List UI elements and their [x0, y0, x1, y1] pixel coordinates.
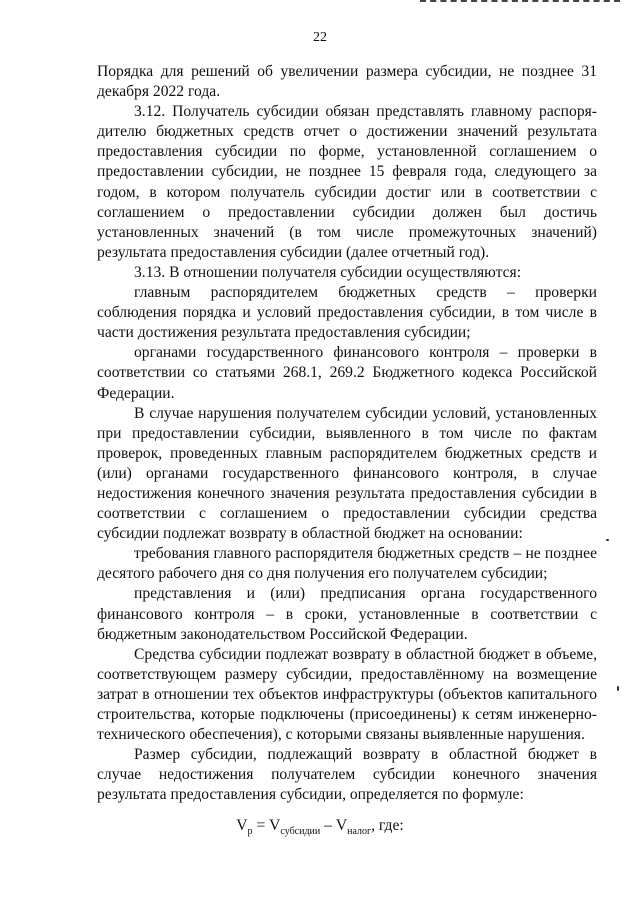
paragraph-continuation: Порядка для решений об увеличении размера субсидии, не позднее 31 декабря 2022 года.: [97, 63, 597, 101]
paragraph-formula-intro: Размер субсидии, подлежащий возврату в областной бюджет в случае недостижения получателем субсидии конечного значения результата предоставления субсидии, определяется по формуле:: [97, 746, 597, 804]
formula-equals: =: [252, 817, 270, 834]
paragraph-main-distributor-checks: главным распорядителем бюджетных средств – проверки соблюдения порядка и условий предоставления субсидии, в том числе в части достижения результата предоставления субсидии;: [97, 284, 597, 342]
paragraph-control-deadline: представления и (или) предписания органа государственного финансового контроля – в сроки, установленные в соответствии с бюджетным законодательством Российской Федерации.: [97, 585, 597, 643]
paragraph-violation-return: В случае нарушения получателем субсидии условий, установленных при предоставлении субсидии, выявленного в том числе по фактам проверок, проведенных главным распорядителем бюджетных средств и (или) органами государственного финансового контроля, в случае недостижения конечного значения результата предоставления субсидии в соответствии с соглашением о предоставлении субсидии средства субсидии подлежат возврату в областной бюджет на основании:: [97, 404, 597, 543]
formula-term2: V: [335, 817, 348, 834]
paragraph-3-12: 3.12. Получатель субсидии обязан представлять главному распорядителю бюджетных средств отчет о достижении значений результата предоставления субсидии по форме, установленной соглашением о предоставлении субсидии, не позднее 15 февраля года, следующего за годом, в котором получатель субсидии достиг или в соответствии с соглашением о предоставлении субсидии должен был достичь установленных значений (в том числе промежуточных значений) результата предоставления субсидии (далее отчетный год).: [97, 103, 597, 261]
paragraph-3-13: 3.13. В отношении получателя субсидии осуществляются:: [134, 263, 522, 281]
paragraph-financial-control-checks: органами государственного финансового контроля – проверки в соответствии со статьями 268.1, 269.2 Бюджетного кодекса Российской Федерации.: [97, 344, 597, 402]
page-number: 22: [313, 30, 327, 45]
scan-edge-mark: [420, 0, 620, 6]
return-formula: [0, 817, 640, 837]
formula-lhs: V: [236, 817, 248, 834]
formula-term1-sub: субсидии: [280, 826, 321, 838]
formula-lhs-sub: р: [247, 826, 253, 838]
scan-speck: [606, 539, 609, 541]
paragraph-demand-deadline: требования главного распорядителя бюджетных средств – не позднее десятого рабочего дня со дня получения его получателем субсидии;: [97, 545, 597, 583]
formula-term2-sub: налог: [347, 826, 372, 838]
formula-term1: V: [269, 817, 281, 834]
formula-tail: , где:: [371, 817, 404, 834]
paragraph-return-volume: Средства субсидии подлежат возврату в областной бюджет в объеме, соответствующем размеру субсидии, предоставлённому на возмещение затрат в отношении тех объектов инфраструктуры (объектов капитального строительства, которые подключены (присоединены) к сетям инженерно-технического обеспечения), с которыми связаны выявленные нарушения.: [97, 645, 597, 744]
scan-speck: [617, 686, 619, 691]
body-text: [97, 62, 597, 805]
formula-minus: –: [320, 817, 336, 834]
